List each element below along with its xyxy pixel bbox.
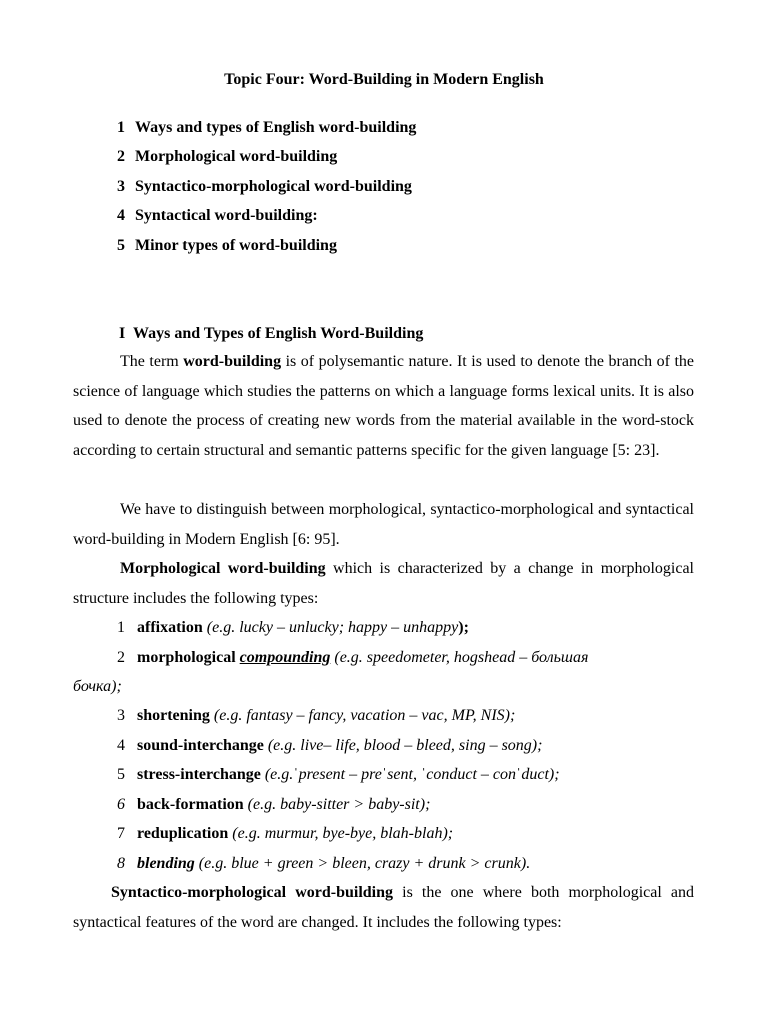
list-item-punctuation: );: [458, 619, 469, 636]
list-item-number: 5: [117, 766, 125, 783]
term-syntactico-morphological: Syntactico-morphological word-building: [111, 884, 394, 901]
page-title: Topic Four: Word-Building in Modern English: [224, 71, 544, 88]
list-item-example: (e.g. lucky – unlucky; happy – unhappy: [206, 619, 459, 636]
list-item-term: blending: [137, 855, 195, 872]
list-item-number: 6: [117, 796, 125, 813]
paragraph-syntactico-morphological: [73, 878, 694, 937]
paragraph-distinguish: We have to distinguish between morphological, syntactico-morphological and syntactical word-building in Modern English [6: 95].: [73, 501, 694, 548]
term-word-building: word-building: [183, 353, 282, 370]
list-item: [117, 849, 694, 879]
list-item: [117, 819, 694, 849]
list-item-example: (e.g. fantasy – fancy, vacation – vac, MP, NIS);: [213, 707, 516, 724]
list-item-example: (e.g. murmur, bye-bye, blah-blah);: [232, 825, 454, 842]
list-item-term: sound-interchange: [137, 737, 264, 754]
list-item-term: back-formation: [137, 796, 244, 813]
list-item: [117, 760, 694, 790]
list-item-example: (e.g. speedometer, hogshead – большая: [334, 649, 589, 666]
list-item-term: reduplication: [137, 825, 229, 842]
toc-item-label: Morphological word-building: [135, 148, 338, 165]
list-item-number: 3: [117, 707, 125, 724]
list-item-example: (e.g. baby-sitter > baby-sit);: [247, 796, 431, 813]
list-item-number: 4: [117, 737, 125, 754]
list-item-term: shortening: [137, 707, 210, 724]
toc-item: [117, 147, 337, 167]
list-item-continuation: бочка);: [73, 678, 122, 695]
list-item-example: (e.g. live– life, blood – bleed, sing – song);: [267, 737, 543, 754]
list-item-example: (e.g.ˈpresent – preˈsent, ˈconduct – conˈduct);: [264, 766, 560, 783]
term-morphological-word-building: Morphological word-building: [120, 560, 326, 577]
toc-item-number: 1: [117, 119, 125, 136]
list-item-number: 7: [117, 825, 125, 842]
toc-item: [117, 177, 412, 197]
list-item: [117, 790, 694, 820]
paragraph-text: The term: [120, 353, 184, 370]
toc-item-number: 5: [117, 237, 125, 254]
toc-item-number: 4: [117, 207, 125, 224]
paragraph-word-building-definition: [73, 347, 694, 465]
paragraph-morphological: [73, 554, 694, 613]
toc-item: [117, 206, 318, 226]
toc-item: [117, 118, 416, 138]
list-item: [117, 643, 694, 673]
toc-item: [117, 236, 337, 256]
list-item-term: affixation: [137, 619, 203, 636]
toc-item-label: Syntactico-morphological word-building: [135, 178, 412, 195]
paragraph-text: which is characterized by a change in morphological structure includes the following types:: [73, 560, 695, 607]
toc-item-label: Minor types of word-building: [135, 237, 337, 254]
list-item: [117, 701, 694, 731]
list-item-example: (e.g. blue + green > bleen, crazy + drunk > crunk).: [198, 855, 531, 872]
list-item-number: 2: [117, 649, 125, 666]
paragraph-text: is the one where both morphological and syntactical features of the word are changed. It includes the following types:: [73, 884, 695, 931]
list-item-number: 8: [117, 855, 125, 872]
section-title: Ways and Types of English Word-Building: [133, 325, 424, 342]
paragraph-text: is of polysemantic nature. It is used to denote the branch of the science of language which studies the patterns on which a language forms lexical units. It is also used to denote the process of creating new words from the material available in the word-stock according to certain structural and semantic patterns specific for the given language [5: 23].: [73, 353, 694, 459]
list-item-term: morphological: [137, 649, 240, 666]
list-item-number: 1: [117, 619, 125, 636]
list-item-term: stress-interchange: [137, 766, 261, 783]
toc-item-label: Syntactical word-building:: [135, 207, 318, 224]
toc-item-number: 3: [117, 178, 125, 195]
section-number: I: [119, 325, 126, 342]
list-item: [117, 731, 694, 761]
toc-item-label: Ways and types of English word-building: [135, 119, 417, 136]
toc-item-number: 2: [117, 148, 125, 165]
list-item: [117, 613, 694, 643]
list-item-term-emphasis: compounding: [239, 649, 331, 666]
section-heading: [119, 324, 423, 344]
